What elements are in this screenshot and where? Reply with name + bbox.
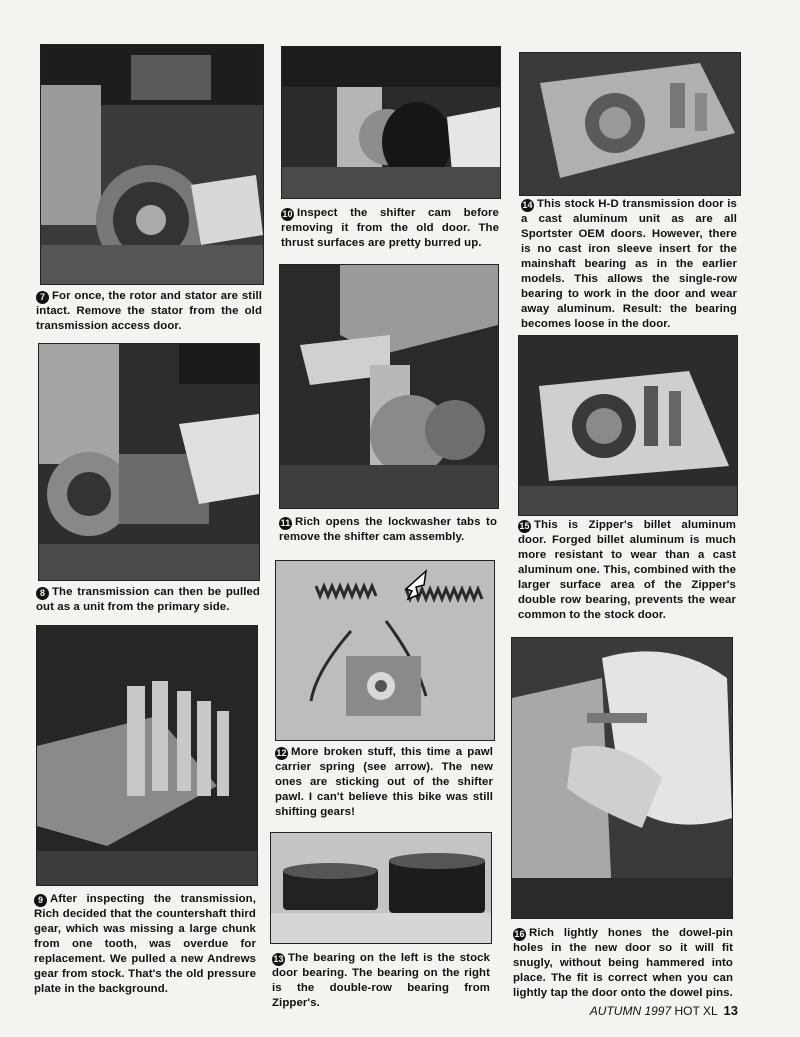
photo-8-transmission-removal (38, 343, 260, 581)
photo-11-lockwasher-tabs (279, 264, 499, 509)
caption-number-badge: 10 (282, 209, 293, 219)
caption-number-badge: 9 (34, 894, 47, 907)
photo-16-honing (511, 637, 733, 919)
photo-10-shifter-cam (281, 46, 501, 199)
caption-number-badge: 8 (36, 587, 49, 600)
caption-number-badge: 11 (280, 518, 291, 528)
caption-text: Rich lightly hones the dowel-pin holes in the new door so it will fit snugly, without being hammered into place. The fit is correct when you can lightly tap the door onto the dowel pins. (513, 927, 733, 999)
caption-text: The bearing on the left is the stock door bearing. The bearing on the right is the double-row bearing from Zipper's. (272, 952, 490, 1009)
page-footer (590, 1003, 738, 1018)
caption-7 (36, 289, 262, 334)
magazine-name: HOT XL (674, 1004, 718, 1018)
caption-number-badge: 12 (276, 748, 287, 758)
caption-number-badge: 16 (514, 929, 525, 939)
caption-text: This stock H-D transmission door is a cast aluminum unit as are all Sportster OEM doors. However, there is no cast iron sleeve insert for the mainshaft bearing as in the earlier models. This allows the single-row bearing to work in the door and wear away aluminum. Result: the bearing becomes loose in the door. (521, 198, 737, 330)
caption-number-badge: 7 (36, 291, 49, 304)
page-number: 13 (723, 1003, 738, 1018)
caption-8 (36, 585, 260, 615)
caption-number-badge: 13 (273, 954, 284, 964)
photo-9-gears (36, 625, 258, 886)
caption-text: For once, the rotor and stator are still intact. Remove the stator from the old transmission access door. (36, 290, 262, 332)
caption-9 (34, 892, 256, 997)
caption-text: This is Zipper's billet aluminum door. Forged billet aluminum is much more resistant to wear than a cast aluminum one. This, combined with the larger surface area of the Zipper's double row bearing, prevents the wear common to the stock door. (518, 519, 736, 621)
photo-12-pawl-spring (275, 560, 495, 741)
caption-text: Rich opens the lockwasher tabs to remove the shifter cam assembly. (279, 516, 497, 543)
caption-text: The transmission can then be pulled out as a unit from the primary side. (36, 586, 260, 613)
caption-15 (518, 518, 736, 623)
issue-date: AUTUMN 1997 (589, 1004, 672, 1018)
caption-number-badge: 14 (522, 200, 533, 210)
caption-16 (513, 926, 733, 1001)
photo-15-billet-door (518, 335, 738, 516)
caption-12 (275, 745, 493, 820)
caption-number-badge: 15 (519, 521, 530, 531)
caption-11 (279, 515, 497, 545)
photo-7-rotor-stator (40, 44, 264, 285)
photo-14-stock-door (519, 52, 741, 196)
caption-14 (521, 197, 737, 332)
caption-text: More broken stuff, this time a pawl carrier spring (see arrow). The new ones are sticking out of the shifter pawl. I can't believe this bike was still shifting gears! (275, 746, 493, 818)
caption-10 (281, 206, 499, 251)
caption-text: Inspect the shifter cam before removing it from the old door. The thrust surfaces are pretty burred up. (281, 207, 499, 249)
caption-13 (272, 951, 490, 1011)
photo-13-bearings (270, 832, 492, 944)
caption-text: After inspecting the transmission, Rich decided that the countershaft third gear, which was missing a large chunk from one tooth, was overdue for replacement. We pulled a new Andrews gear from stock. That's the old pressure plate in the background. (34, 893, 256, 995)
